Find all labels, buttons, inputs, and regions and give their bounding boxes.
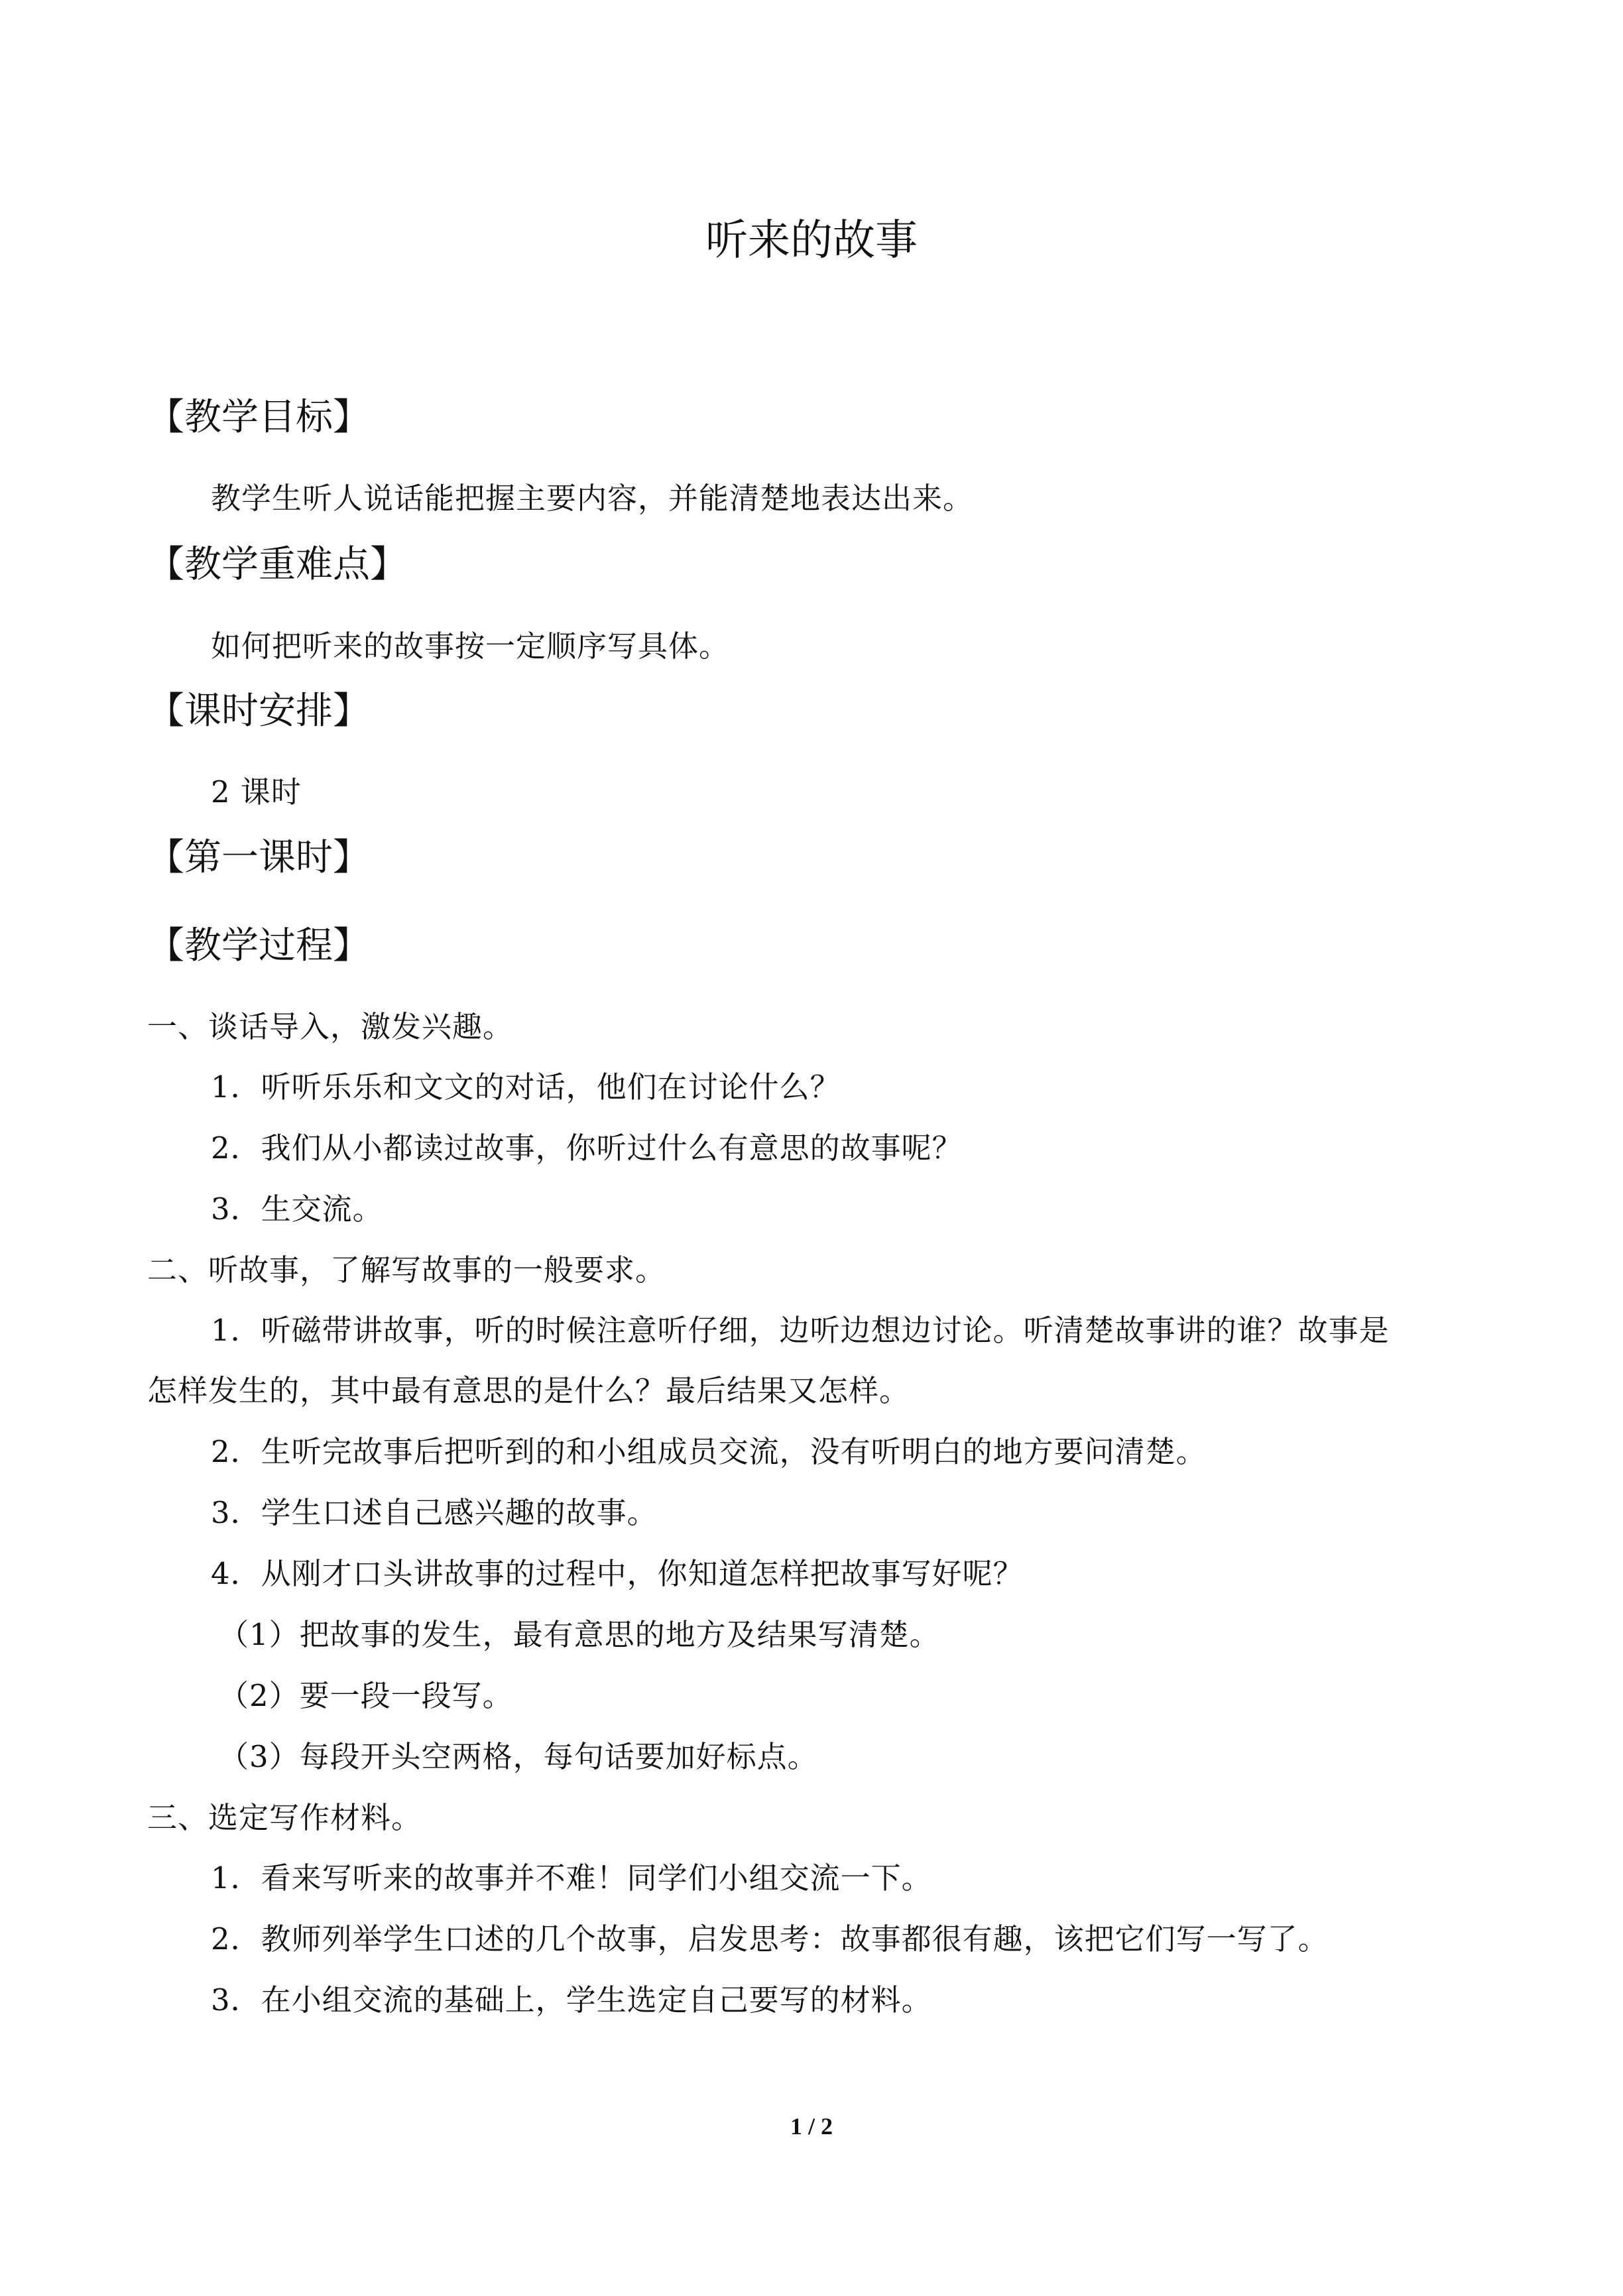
sub-list-item: （2）要一段一段写。 [219, 1678, 513, 1713]
sub-list-item: （1）把故事的发生，最有意思的地方及结果写清楚。 [219, 1617, 940, 1652]
part2-title: 二、听故事，了解写故事的一般要求。 [147, 1252, 666, 1288]
list-item: 3．在小组交流的基础上，学生选定自己要写的材料。 [211, 1982, 932, 2018]
list-item: 1．看来写听来的故事并不难！同学们小组交流一下。 [211, 1860, 932, 1896]
heading-schedule: 【课时安排】 [147, 690, 370, 733]
document-title: 听来的故事 [705, 216, 918, 265]
list-item: 1．听听乐乐和文文的对话，他们在讨论什么？ [211, 1069, 841, 1105]
schedule-text: 2 课时 [211, 774, 302, 810]
part1-title: 一、谈话导入，激发兴趣。 [147, 1009, 514, 1044]
page-number: 1 / 2 [790, 2113, 833, 2140]
heading-teaching-process: 【教学过程】 [147, 924, 370, 967]
list-item-continuation: 怎样发生的，其中最有意思的是什么？最后结果又怎样。 [147, 1373, 910, 1408]
key-difficulties-text: 如何把听来的故事按一定顺序写具体。 [211, 629, 730, 664]
sub-list-item: （3）每段开头空两格，每句话要加好标点。 [219, 1739, 818, 1774]
heading-key-difficulties: 【教学重难点】 [147, 543, 407, 586]
list-item: 2．我们从小都读过故事，你听过什么有意思的故事呢？ [211, 1130, 963, 1166]
list-item: 3．生交流。 [211, 1191, 383, 1227]
teaching-goals-text: 教学生听人说话能把握主要内容，并能清楚地表达出来。 [211, 481, 974, 516]
list-item: 2．教师列举学生口述的几个故事，启发思考：故事都很有趣，该把它们写一写了。 [211, 1921, 1329, 1957]
list-item: 1．听磁带讲故事，听的时候注意听仔细，边听边想边讨论。听清楚故事讲的谁？故事是 [211, 1313, 1390, 1348]
heading-first-lesson: 【第一课时】 [147, 836, 370, 879]
list-item: 2．生听完故事后把听到的和小组成员交流，没有听明白的地方要问清楚。 [211, 1434, 1207, 1469]
heading-teaching-goals: 【教学目标】 [147, 396, 370, 439]
part3-title: 三、选定写作材料。 [147, 1800, 422, 1835]
list-item: 4．从刚才口头讲故事的过程中，你知道怎样把故事写好呢？ [211, 1556, 1024, 1591]
list-item: 3．学生口述自己感兴趣的故事。 [211, 1495, 658, 1530]
